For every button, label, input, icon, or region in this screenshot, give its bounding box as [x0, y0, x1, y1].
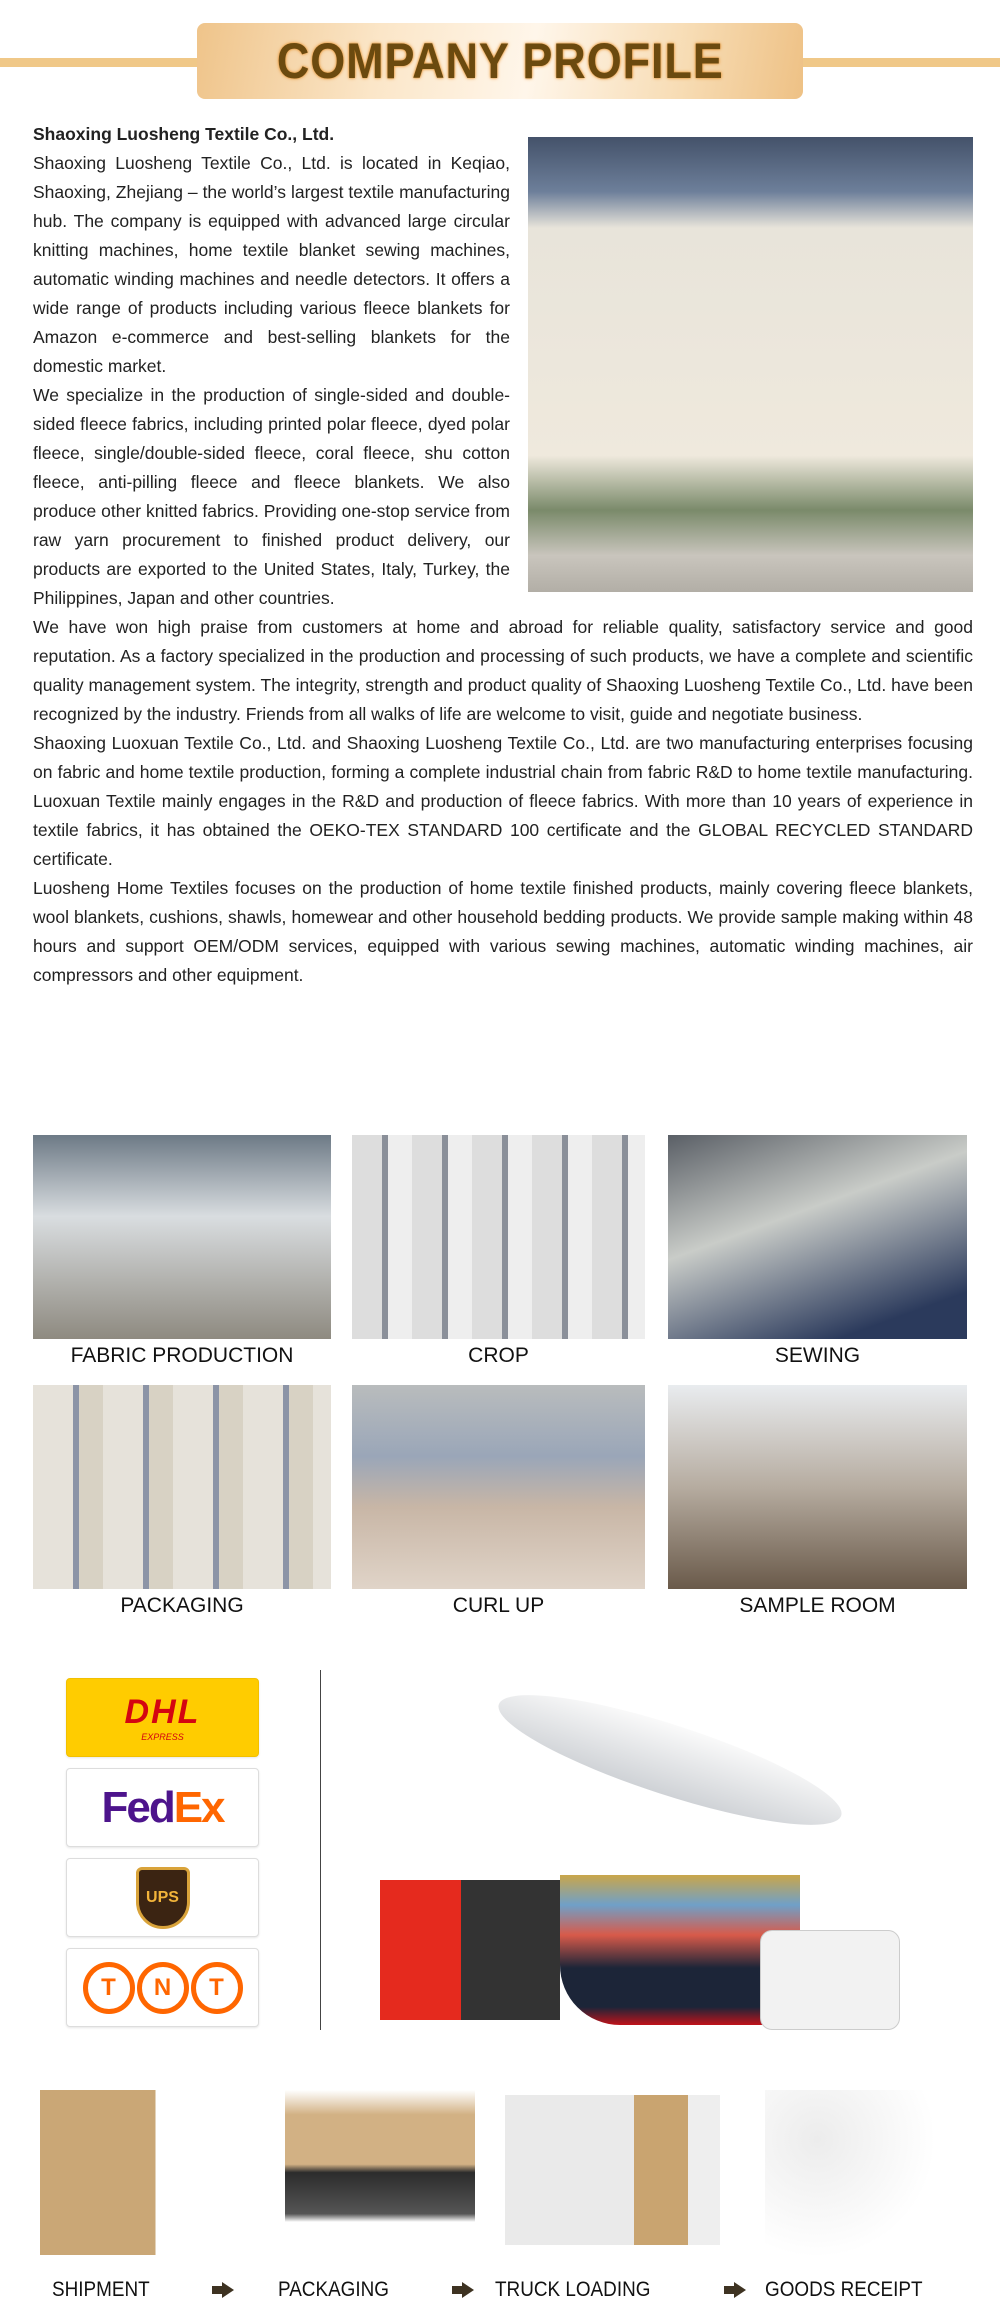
gallery-caption: PACKAGING [120, 1594, 244, 1617]
transport-illustration [380, 1665, 970, 2055]
truck-graphic [380, 1880, 560, 2020]
step-goods-receipt: GOODS RECEIPT [765, 2278, 923, 2301]
arrow-right-icon [462, 2282, 474, 2298]
intro-section [33, 120, 973, 990]
step-packaging: PACKAGING [278, 2278, 389, 2301]
ups-text: UPS [146, 1888, 179, 1906]
truck-loading-illustration [505, 2095, 720, 2245]
page-title: COMPANY PROFILE [276, 33, 724, 89]
ups-shield-icon [136, 1867, 190, 1929]
title-banner [197, 23, 803, 99]
gallery-caption: CROP [468, 1344, 529, 1367]
goods-receipt-illustration [765, 2090, 940, 2255]
dhl-logo [66, 1678, 259, 1757]
fedex-fed-text: Fed [101, 1782, 174, 1832]
company-name: Shaoxing Luosheng Textile Co., Ltd. [33, 124, 335, 144]
crop-photo [352, 1135, 645, 1339]
step-shipment: SHIPMENT [52, 2278, 150, 2301]
van-graphic [760, 1930, 900, 2030]
intro-paragraph-2: We specialize in the production of single-sided and double-sided fleece fabrics, including printed polar fleece, dyed polar fleece, single/double-sided fleece, coral fleece, shu cotton fleece, anti-pilling fleece and fleece blankets. We also produce other knitted fabrics. Providing one-stop service from raw yarn procurement to finished product delivery, our products are exported to the United States, Italy, Turkey, the Philippines, Japan and other countries. [33, 385, 510, 608]
arrow-right-icon [734, 2282, 746, 2298]
intro-paragraph-5: Luosheng Home Textiles focuses on the production of home textile finished products, mainly covering fleece blankets, wool blankets, cushions, shawls, homewear and other household bedding products. We provide sample making within 48 hours and support OEM/ODM services, equipped with various sewing machines, automatic winding machines, air compressors and other equipment. [33, 878, 973, 985]
dhl-text: DHL [124, 1693, 201, 1731]
gallery-caption: SEWING [774, 1344, 861, 1367]
shipment-illustration [40, 2090, 250, 2255]
sample-room-photo [668, 1385, 967, 1589]
ups-logo [66, 1858, 259, 1937]
fabric-production-photo [33, 1135, 331, 1339]
divider-line [320, 1670, 321, 2030]
gallery-caption: FABRIC PRODUCTION [70, 1344, 294, 1367]
airplane-graphic [488, 1671, 852, 1849]
packaging-illustration [285, 2090, 475, 2255]
intro-paragraph-1: Shaoxing Luosheng Textile Co., Ltd. is located in Keqiao, Shaoxing, Zhejiang – the world’s largest textile manufacturing hub. The company is equipped with advanced large circular knitting machines, home textile blanket sewing machines, automatic winding machines and needle detectors. It offers a wide range of products including various fleece blankets for Amazon e-commerce and best-selling blankets for the domestic market. [33, 153, 510, 376]
header-line-left [0, 58, 200, 67]
curl-up-photo [352, 1385, 645, 1589]
fedex-logo [66, 1768, 259, 1847]
factory-building-photo [528, 137, 973, 592]
sewing-photo [668, 1135, 967, 1339]
tnt-letter: T [191, 1962, 243, 2014]
step-truck-loading: TRUCK LOADING [495, 2278, 651, 2301]
fedex-ex-text: Ex [173, 1782, 224, 1832]
packaging-photo [33, 1385, 331, 1589]
intro-paragraph-4: Shaoxing Luoxuan Textile Co., Ltd. and Shaoxing Luosheng Textile Co., Ltd. are two manufacturing enterprises focusing on fabric and home textile production, forming a complete industrial chain from fabric R&D to home textile manufacturing. Luoxuan Textile mainly engages in the R&D and production of fleece fabrics. With more than 10 years of experience in textile fabrics, it has obtained the OEKO-TEX STANDARD 100 certificate and the GLOBAL RECYCLED STANDARD certificate. [33, 733, 973, 869]
gallery-caption: SAMPLE ROOM [739, 1594, 896, 1617]
dhl-express-text: EXPRESS [141, 1732, 184, 1742]
tnt-logo [66, 1948, 259, 2027]
header-line-right [800, 58, 1000, 67]
gallery-caption: CURL UP [452, 1594, 545, 1617]
arrow-right-icon [222, 2282, 234, 2298]
tnt-letter: N [137, 1962, 189, 2014]
tnt-letter: T [83, 1962, 135, 2014]
intro-paragraph-3: We have won high praise from customers at home and abroad for reliable quality, satisfactory service and good reputation. As a factory specialized in the production and processing of such products, we have a complete and scientific quality management system. The integrity, strength and product quality of Shaoxing Luosheng Textile Co., Ltd. have been recognized by the industry. Friends from all walks of life are welcome to visit, guide and negotiate business. [33, 617, 973, 724]
